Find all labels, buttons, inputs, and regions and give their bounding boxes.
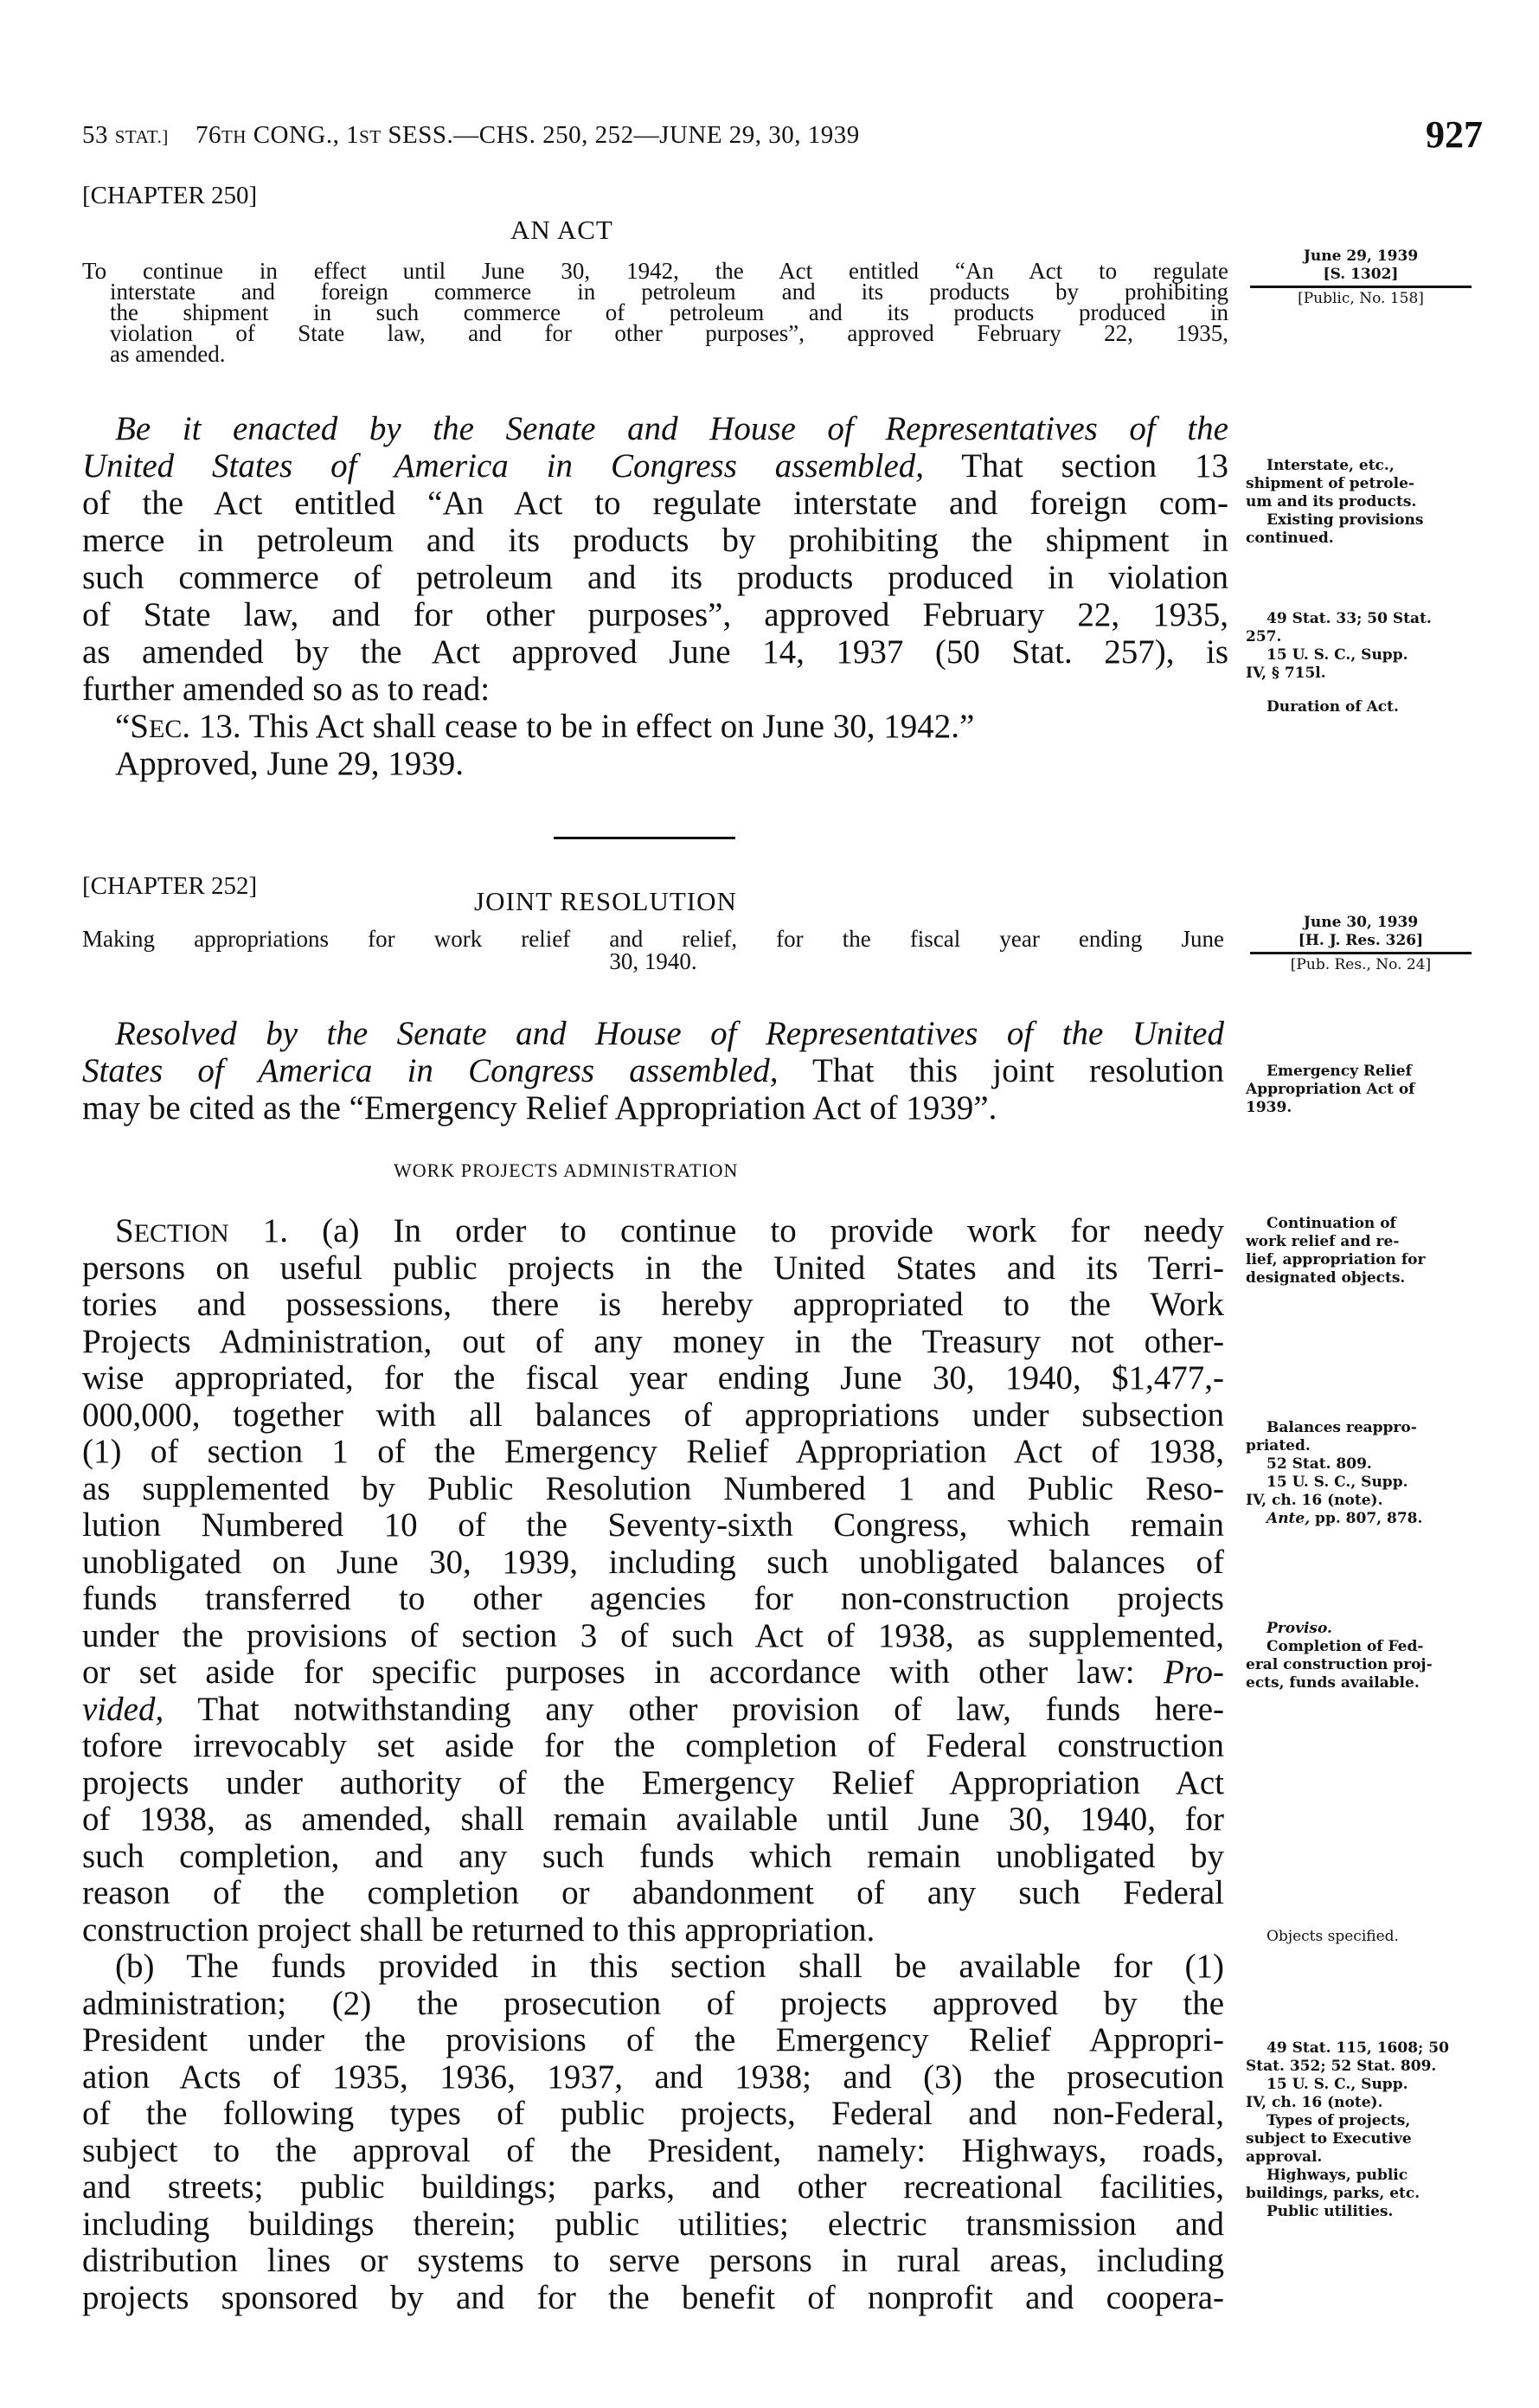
resolution-title: [82, 926, 1224, 974]
body-line: as amended by the Act approved June 14, 1937 (50 Stat. 257), is: [82, 633, 1228, 671]
section-13-line: “SEC. 13. This Act shall cease to be in effect on June 30, 1942.”: [115, 708, 975, 745]
title-line: Making appropriations for work relief and relief, for the fiscal year ending June: [82, 926, 1224, 952]
body-line: construction project shall be returned to this appropriation.: [82, 1910, 875, 1949]
subheading: WORK PROJECTS ADMINISTRATION: [394, 1159, 739, 1181]
margin-note-citations: 49 Stat. 33; 50 Stat. 257. 15 U. S. C., Supp. IV, § 715l.: [1246, 610, 1432, 682]
body-line: administration; (2) the prosecution of projects approved by the: [82, 1984, 1224, 2022]
body-line: (b) The funds provided in this section shall be available for (1): [115, 1948, 1224, 1985]
margin-note-proviso: Proviso. Completion of Fed- eral construction proj- ects, funds available.: [1246, 1620, 1433, 1692]
enacting-clause-line: Be it enacted by the Senate and House of Representatives of the: [115, 410, 1228, 447]
body-line: distribution lines or systems to serve persons in rural areas, including: [82, 2242, 1224, 2279]
chapters-date: —CHS. 250, 252—JUNE 29, 30, 1939: [453, 121, 860, 149]
margin-public-number: [Public, No. 158]: [1298, 290, 1424, 307]
body-line: of the Act entitled “An Act to regulate interstate and foreign com-: [82, 485, 1228, 522]
body-line: under the provisions of section 3 of such Act of 1938, as supplemented,: [82, 1616, 1224, 1654]
margin-note-balances: Balances reappro- priated. 52 Stat. 809. 15 U. S. C., Supp. IV, ch. 16 (note). Ante, pp. 807, 878.: [1246, 1419, 1423, 1527]
title-line: violation of State law, and for other purposes”, approved February 22, 1935,: [110, 320, 1228, 346]
body-line: wise appropriated, for the fiscal year ending June 30, 1940, $1,477,-: [82, 1359, 1224, 1397]
title-line: 30, 1940.: [609, 948, 697, 974]
body-line: Projects Administration, out of any money in the Treasury not other-: [82, 1322, 1224, 1360]
resolution-heading: JOINT RESOLUTION: [474, 886, 737, 916]
body-line: such completion, and any such funds which remain unobligated by: [82, 1837, 1224, 1875]
section-1-body: [82, 1211, 1224, 2315]
body-line: reason of the completion or abandonment of any such Federal: [82, 1874, 1224, 1911]
margin-bill-number: [H. J. Res. 326]: [1298, 932, 1424, 949]
body-line: or set aside for specific purposes in accordance with other law: Pro-: [82, 1653, 1224, 1691]
body-line: and streets; public buildings; parks, and other recreational facilities,: [82, 2168, 1224, 2206]
body-line: merce in petroleum and its products by prohibiting the shipment in: [82, 522, 1228, 559]
body-line: tofore irrevocably set aside for the completion of Federal construction: [82, 1727, 1224, 1764]
body-line: including buildings therein; public utilities; electric transmission and: [82, 2205, 1224, 2243]
margin-note-interstate: Interstate, etc., shipment of petrole- um and its products. Existing provisions continued.: [1246, 457, 1424, 547]
title-line: To continue in effect until June 30, 1942, the Act entitled “An Act to regulate: [82, 258, 1228, 284]
margin-note-types: 49 Stat. 115, 1608; 50 Stat. 352; 52 Stat. 809. 15 U. S. C., Supp. IV, ch. 16 (note). Types of projects, subject to Executive approval. Highways, public buildings, parks, etc. Public utilities.: [1246, 2039, 1449, 2220]
act-body: [82, 409, 1228, 781]
body-line: vided, That notwithstanding any other provision of law, funds here-: [82, 1690, 1224, 1728]
body-line: subject to the approval of the President, namely: Highways, roads,: [82, 2131, 1224, 2169]
margin-rule: [1250, 286, 1472, 288]
body-line: ation Acts of 1935, 1936, 1937, and 1938; and (3) the prosecution: [82, 2058, 1224, 2096]
resolving-line: States of America in Congress assembled, That this joint resolution: [82, 1052, 1224, 1089]
chapter-divider: [554, 837, 735, 839]
body-line: President under the provisions of the Emergency Relief Appropri-: [82, 2021, 1224, 2058]
margin-date: June 29, 1939: [1303, 247, 1419, 265]
chapter-label: [CHAPTER 252]: [82, 872, 258, 900]
congress-session: 76TH CONG., 1ST SESS.: [195, 121, 454, 149]
running-header: [82, 121, 860, 150]
page-number: 927: [1426, 113, 1483, 156]
margin-note-short-title: Emergency Relief Appropriation Act of 1939.: [1246, 1063, 1415, 1116]
body-line: of State law, and for other purposes”, approved February 22, 1935,: [82, 596, 1228, 633]
body-line: such commerce of petroleum and its products produced in violation: [82, 559, 1228, 596]
section-13-label: “SEC. 13.: [115, 708, 241, 745]
margin-note-duration: Duration of Act.: [1266, 698, 1399, 716]
title-line: interstate and foreign commerce in petroleum and its products by prohibiting: [110, 279, 1228, 305]
body-line: lution Numbered 10 of the Seventy-sixth Congress, which remain: [82, 1506, 1224, 1544]
title-line: the shipment in such commerce of petroleum and its products produced in: [110, 299, 1228, 325]
resolving-line: may be cited as the “Emergency Relief Appropriation Act of 1939”.: [82, 1089, 997, 1127]
body-line: of the following types of public projects, Federal and non-Federal,: [82, 2095, 1224, 2132]
body-line: SECTION 1. (a) In order to continue to provide work for needy: [115, 1212, 1224, 1249]
body-line: persons on useful public projects in the United States and its Terri-: [82, 1249, 1224, 1287]
volume-suffix: STAT.]: [114, 126, 169, 147]
body-line: projects under authority of the Emergency Relief Appropriation Act: [82, 1763, 1224, 1801]
margin-bill-info: [1250, 247, 1472, 308]
margin-note-continuation: Continuation of work relief and re- lief, appropriation for designated objects.: [1246, 1215, 1426, 1287]
margin-bill-number: [S. 1302]: [1323, 266, 1399, 283]
resolving-line: Resolved by the Senate and House of Representatives of the United: [115, 1015, 1224, 1052]
margin-bill-info: [1250, 914, 1472, 974]
act-title: [82, 258, 1228, 367]
chapter-label: [CHAPTER 250]: [82, 182, 258, 209]
body-line: (1) of section 1 of the Emergency Relief Appropriation Act of 1938,: [82, 1433, 1224, 1470]
body-line: projects sponsored by and for the benefit of nonprofit and coopera-: [82, 2278, 1224, 2316]
body-line: funds transferred to other agencies for non-construction projects: [82, 1580, 1224, 1617]
margin-date: June 30, 1939: [1303, 914, 1419, 931]
body-line: tories and possessions, there is hereby appropriated to the Work: [82, 1286, 1224, 1323]
resolving-clause: [82, 1014, 1224, 1126]
body-line: unobligated on June 30, 1939, including such unobligated balances of: [82, 1543, 1224, 1581]
margin-rule: [1250, 952, 1472, 954]
volume-number: 53: [82, 121, 108, 149]
body-line: further amended so as to read:: [82, 671, 491, 708]
margin-public-number: [Pub. Res., No. 24]: [1290, 956, 1432, 973]
body-line: as supplemented by Public Resolution Numbered 1 and Public Reso-: [82, 1469, 1224, 1507]
enacting-clause-line: United States of America in Congress assembled, That section 13: [82, 447, 1228, 485]
approval-line: Approved, June 29, 1939.: [115, 745, 464, 782]
section-1-label: SECTION 1.: [115, 1212, 289, 1249]
margin-note-objects: Objects specified.: [1266, 1928, 1399, 1945]
body-line: of 1938, as amended, shall remain available until June 30, 1940, for: [82, 1801, 1224, 1838]
act-heading: AN ACT: [510, 215, 613, 245]
body-line: 000,000, together with all balances of appropriations under subsection: [82, 1396, 1224, 1434]
title-line: as amended.: [110, 341, 226, 367]
